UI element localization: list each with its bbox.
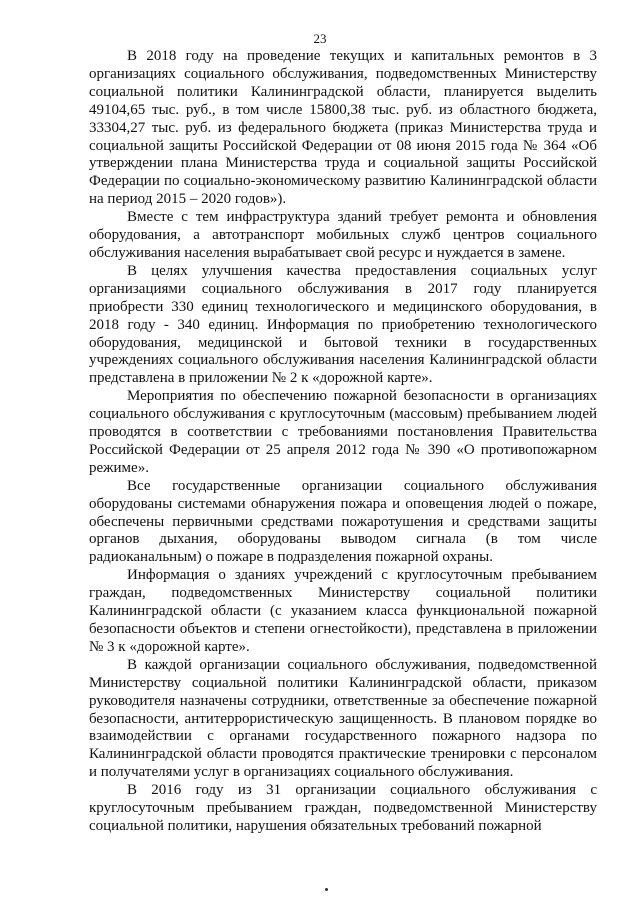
paragraph-repair-funding: В 2018 году на проведение текущих и капитальных ремонтов в 3 организациях социального обслуживания, подведомственных Министерству социальной политики Калининградской области, планируется выделить 49104,65 тыс. руб., в том числе 15800,38 тыс. руб. из областного бюджета, 33304,27 тыс. руб. из федерального бюджета (приказ Министерства труда и социальной защиты Российской Федерации от 08 июня 2015 года № 364 «Об утверждении плана Министерства труда и социальной защиты Российской Федерации по социально-экономическому развитию Калининградской области на период 2015 – 2020 годов»). xyxy=(89,48,597,208)
page-number: 23 xyxy=(313,31,327,46)
paragraph-fire-systems: Все государственные организации социального обслуживания оборудованы системами обнаружения пожара и оповещения людей о пожаре, обеспечены первичными средствами пожаротушения и средствами защиты органов дыхания, оборудованы выводом сигнала (в том числе радиоканальным) о пожаре в подразделения пожарной охраны. xyxy=(89,477,597,566)
paragraph-responsible-staff: В каждой организации социального обслуживания, подведомственной Министерству социальной политики Калининградской области, приказом руководителя назначены сотрудники, ответственные за обеспечение пожарной безопасности, антитеррористическую защищенность. В плановом порядке во взаимодействии с органами государственного пожарного надзора по Калининградской области проводятся практические тренировки с персоналом и получателями услуг в организациях социального обслуживания. xyxy=(89,656,597,781)
paragraph-buildings-info: Информация о зданиях учреждений с круглосуточным пребыванием граждан, подведомственных Министерству социальной политики Калининградской области (с указанием класса функциональной пожарной безопасности объектов и степени огнестойкости), представлена в приложении № 3 к «дорожной карте». xyxy=(89,567,597,655)
paragraph-2016-violations: В 2016 году из 31 организации социального обслуживания с круглосуточным пребыванием граждан, подведомственной Министерству социальной политики, нарушения обязательных требований пожарной xyxy=(89,782,597,834)
paragraph-equipment: В целях улучшения качества предоставления социальных услуг организациями социального обслуживания в 2017 году планируется приобрести 330 единиц технологического и медицинского оборудования, в 2018 году - 340 единиц. Информация по приобретению технологического оборудования, медицинской и бытовой техники в государственных учреждениях социального обслуживания населения Калининградской области представлена в приложении № 2 к «дорожной карте». xyxy=(89,262,597,387)
paragraph-fire-measures: Мероприятия по обеспечению пожарной безопасности в организациях социального обслуживания с круглосуточным (массовым) пребыванием людей проводятся в соответствии с требованиями постановления Правительства Российской Федерации от 25 апреля 2012 года № 390 «О противопожарном режиме». xyxy=(89,388,597,476)
scan-dot xyxy=(325,888,328,891)
body-text xyxy=(89,48,597,836)
paragraph-infrastructure: Вместе с тем инфраструктура зданий требует ремонта и обновления оборудования, а автотранспорт мобильных служб центров социального обслуживания населения вырабатывает свой ресурс и нуждается в замене. xyxy=(89,209,597,261)
